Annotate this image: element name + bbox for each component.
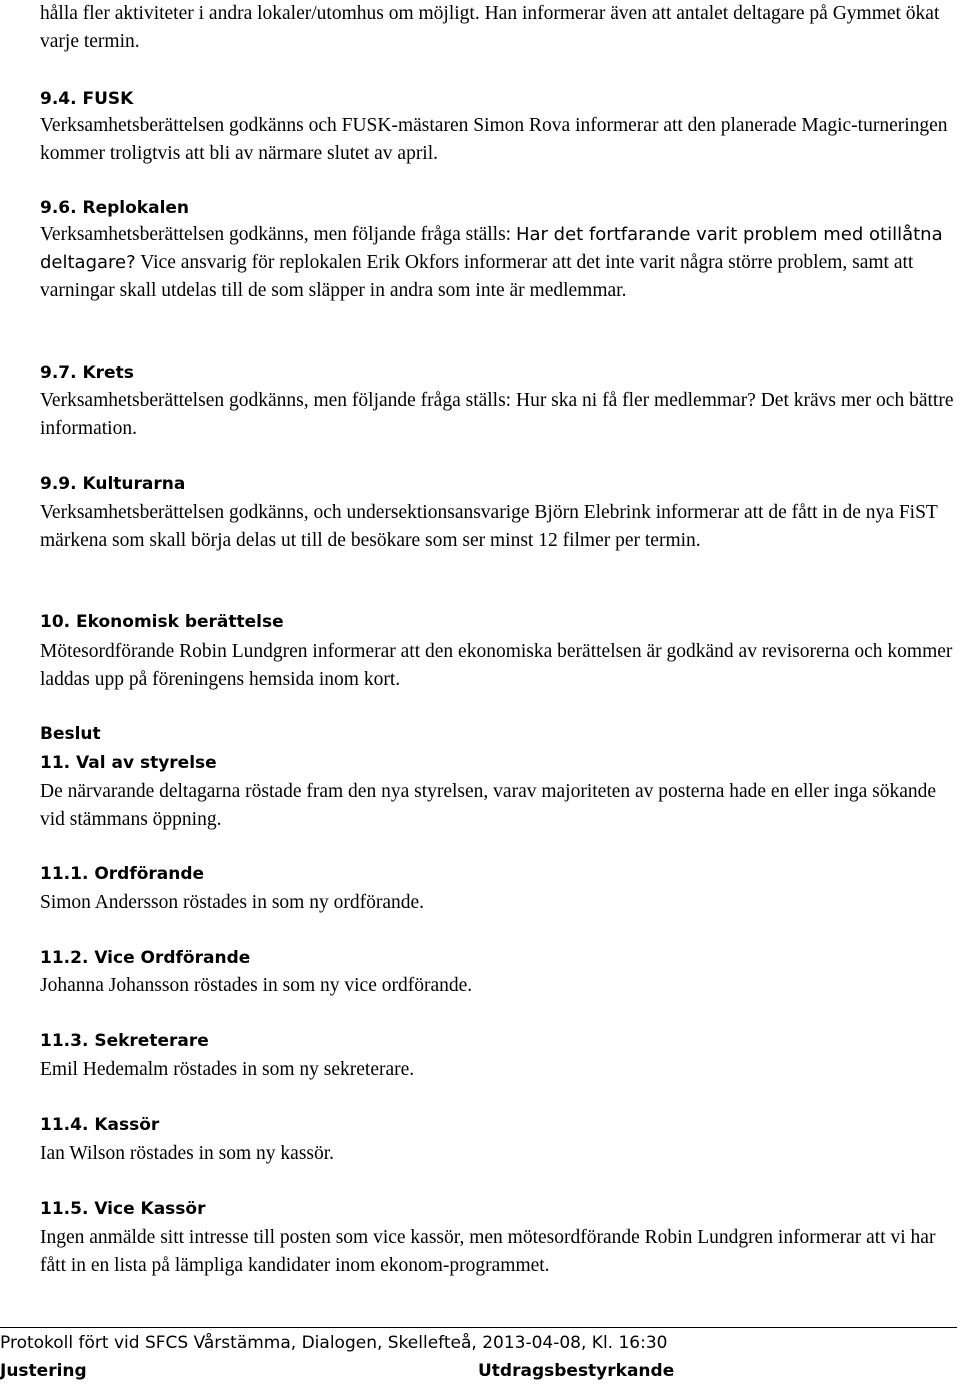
footer-utdrag-label: Utdragsbestyrkande [478,1361,675,1381]
section-11-2-body: Johanna Johansson röstades in som ny vice ordförande. [40,975,473,996]
section-9-6-answer: Vice ansvarig för replokalen Erik Okfors informerar att det inte varit några större problem, samt att varningar skall utdelas till de som släpper in andra som inte är medlemmar. [40,252,914,301]
section-11-4-heading: 11.4. Kassör [40,1115,160,1135]
section-9-6-intro: Verksamhetsberättelsen godkänns, men följande fråga ställs: [40,224,512,245]
section-9-6-body [40,221,955,305]
beslut-heading: Beslut [40,724,101,744]
section-11-4-body: Ian Wilson röstades in som ny kassör. [40,1143,335,1164]
section-9-7-intro: Verksamhetsberättelsen godkänns, men följande fråga ställs: [40,390,512,411]
section-11-heading: 11. Val av styrelse [40,753,217,773]
section-11-body: De närvarande deltagarna röstade fram den nya styrelsen, varav majoriteten av posterna hade en eller inga sökande vid stämmans öppning. [40,781,937,830]
intro-paragraph: hålla fler aktiviteter i andra lokaler/utomhus om möjligt. Han informerar även att antalet deltagare på Gymmet ökat varje termin. [40,3,940,52]
section-11-1-heading: 11.1. Ordförande [40,864,205,884]
footer-protocol-line: Protokoll fört vid SFCS Vårstämma, Dialogen, Skellefteå, 2013-04-08, Kl. 16:30 [0,1333,668,1353]
section-9-9-heading: 9.9. Kulturarna [40,474,186,494]
section-11-2-heading: 11.2. Vice Ordförande [40,948,251,968]
section-11-1-body: Simon Andersson röstades in som ny ordförande. [40,892,425,913]
section-9-7-question: Hur ska ni få fler medlemmar? Det krävs mer och bättre information. [40,390,954,439]
section-9-7-body [40,387,955,443]
section-9-6-question: Har det fortfarande varit problem med otillåtna deltagare? [40,224,943,273]
section-11-5-body: Ingen anmälde sitt intresse till posten som vice kassör, men mötesordförande Robin Lundgren informerar att vi har fått in en lista på lämpliga kandidater inom ekonom-programmet. [40,1227,936,1276]
section-9-4-heading: 9.4. FUSK [40,89,134,109]
section-9-6-heading: 9.6. Replokalen [40,198,190,218]
section-10-body: Mötesordförande Robin Lundgren informerar att den ekonomiska berättelsen är godkänd av revisorerna och kommer laddas upp på föreningens hemsida inom kort. [40,641,953,690]
section-9-4-body: Verksamhetsberättelsen godkänns och FUSK-mästaren Simon Rova informerar att den planerade Magic-turneringen kommer troligtvis att bli av närmare slutet av april. [40,115,948,164]
section-9-7-heading: 9.7. Krets [40,363,134,383]
footer-justering-label: Justering [0,1361,87,1381]
section-11-3-body: Emil Hedemalm röstades in som ny sekreterare. [40,1059,415,1080]
section-11-5-heading: 11.5. Vice Kassör [40,1199,206,1219]
footer-divider [0,1327,957,1328]
section-10-heading: 10. Ekonomisk berättelse [40,612,284,632]
section-11-3-heading: 11.3. Sekreterare [40,1031,209,1051]
section-9-9-body: Verksamhetsberättelsen godkänns, och undersektionsansvarige Björn Elebrink informerar att de fått in de nya FiST märkena som skall börja delas ut till de besökare som ser minst 12 filmer per termin. [40,502,938,551]
